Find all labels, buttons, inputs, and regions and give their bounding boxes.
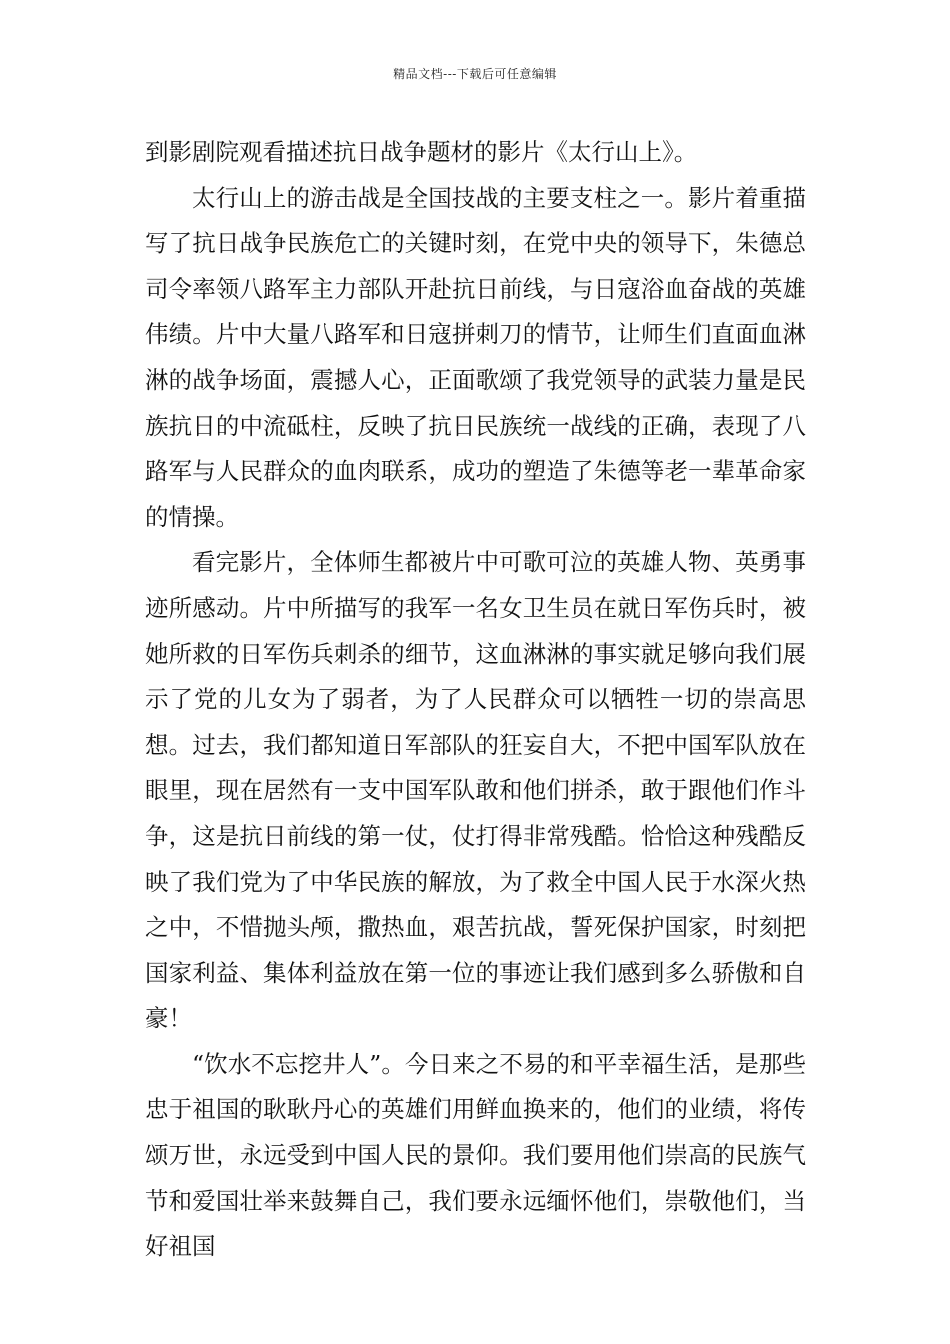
paragraph-4: “饮水不忘挖井人”。今日来之不易的和平幸福生活，是那些忠于祖国的耿耿丹心的英雄们用鲜血换来的，他们的业绩，将传颂万世，永远受到中国人民的景仰。我们要用他们崇高的民族气节和爱国壮举来鼓舞自己，我们要永远缅怀他们，崇敬他们，当好祖国: [145, 1049, 806, 1261]
paragraph-3: 看完影片，全体师生都被片中可歌可泣的英雄人物、英勇事迹所感动。片中所描写的我军一名女卫生员在就日军伤兵时，被她所救的日军伤兵刺杀的细节，这血淋淋的事实就足够向我们展示了党的儿女为了弱者，为了人民群众可以牺牲一切的崇高思想。过去，我们都知道日军部队的狂妄自大，不把中国军队放在眼里，现在居然有一支中国军队敢和他们拼杀，敢于跟他们作斗争，这是抗日前线的第一仗，仗打得非常残酷。恰恰这种残酷反映了我们党为了中华民族的解放，为了救全中国人民于水深火热之中，不惜抛头颅，撒热血，艰苦抗战，誓死保护国家，时刻把国家利益、集体利益放在第一位的事迹让我们感到多么骄傲和自豪！: [145, 548, 806, 1033]
document-body: [145, 130, 806, 1270]
page-header: 精品文档---下载后可任意编辑: [393, 67, 557, 81]
paragraph-1: 到影剧院观看描述抗日战争题材的影片《太行山上》。: [145, 138, 698, 166]
paragraph-2: 太行山上的游击战是全国技战的主要支柱之一。影片着重描写了抗日战争民族危亡的关键时刻，在党中央的领导下，朱德总司令率领八路军主力部队开赴抗日前线，与日寇浴血奋战的英雄伟绩。片中大量八路军和日寇拼刺刀的情节，让师生们直面血淋淋的战争场面，震撼人心，正面歌颂了我党领导的武装力量是民族抗日的中流砥柱，反映了抗日民族统一战线的正确，表现了八路军与人民群众的血肉联系，成功的塑造了朱德等老一辈革命家的情操。: [145, 183, 806, 531]
